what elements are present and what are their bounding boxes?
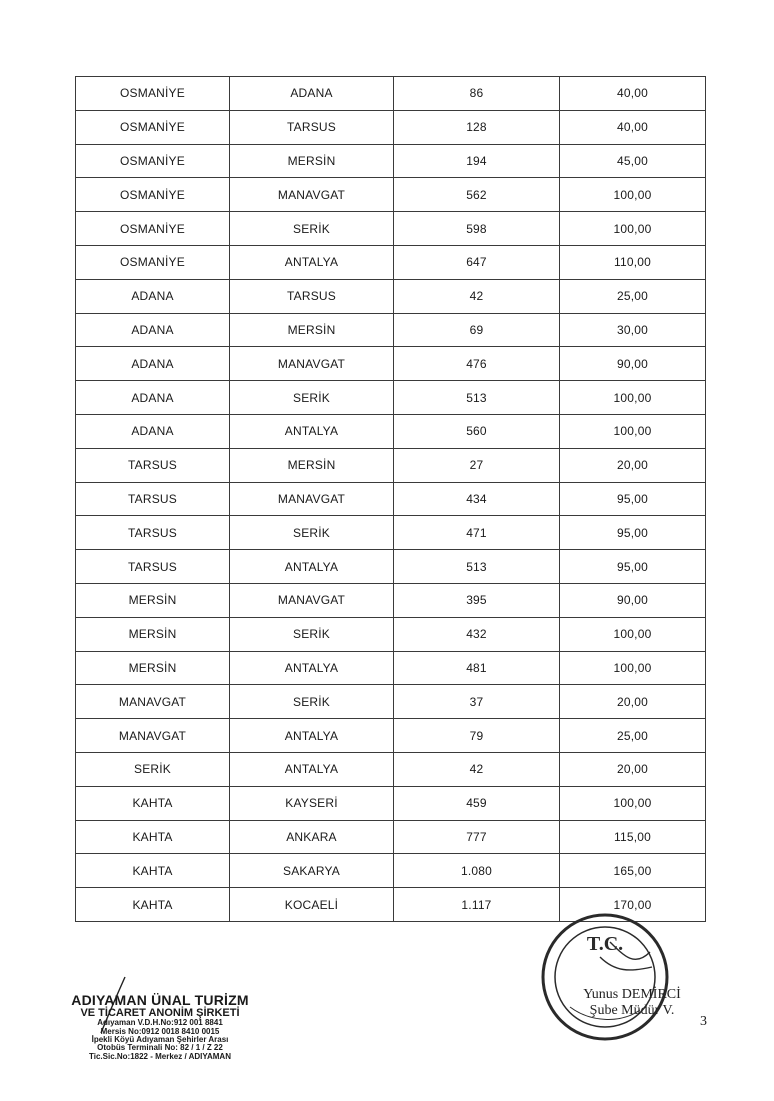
table-row	[76, 245, 706, 279]
table-row	[76, 178, 706, 212]
fare-cell: 25,00	[560, 719, 706, 753]
table-row	[76, 685, 706, 719]
table-row	[76, 550, 706, 584]
table-row	[76, 414, 706, 448]
to-city-cell: KAYSERİ	[230, 786, 394, 820]
to-city-cell: KOCAELİ	[230, 888, 394, 922]
to-city-cell: ANTALYA	[230, 719, 394, 753]
fare-cell: 90,00	[560, 583, 706, 617]
company-line: İpekli Köyü Adıyaman Şehirler Arası	[91, 1035, 229, 1045]
fare-cell: 165,00	[560, 854, 706, 888]
from-city-cell: KAHTA	[76, 854, 230, 888]
to-city-cell: SERİK	[230, 212, 394, 246]
distance-cell: 194	[394, 144, 560, 178]
distance-cell: 471	[394, 516, 560, 550]
fare-cell: 170,00	[560, 888, 706, 922]
to-city-cell: ANTALYA	[230, 752, 394, 786]
to-city-cell: ADANA	[230, 77, 394, 111]
table-row	[76, 820, 706, 854]
company-name: ADIYAMAN ÜNAL TURİZM	[71, 992, 249, 1008]
seal-text: T.C.	[586, 933, 624, 955]
fare-cell: 20,00	[560, 685, 706, 719]
table-row	[76, 651, 706, 685]
distance-cell: 128	[394, 110, 560, 144]
to-city-cell: SERİK	[230, 685, 394, 719]
distance-cell: 69	[394, 313, 560, 347]
from-city-cell: OSMANİYE	[76, 212, 230, 246]
from-city-cell: OSMANİYE	[76, 178, 230, 212]
official-stamp-text	[572, 987, 692, 1019]
to-city-cell: MERSİN	[230, 144, 394, 178]
to-city-cell: MANAVGAT	[230, 583, 394, 617]
fare-cell: 95,00	[560, 550, 706, 584]
company-line: Mersis No:0912 0018 8410 0015	[100, 1026, 220, 1036]
to-city-cell: MANAVGAT	[230, 178, 394, 212]
to-city-cell: SERİK	[230, 516, 394, 550]
to-city-cell: MERSİN	[230, 448, 394, 482]
table-row	[76, 752, 706, 786]
fare-cell: 25,00	[560, 279, 706, 313]
from-city-cell: TARSUS	[76, 448, 230, 482]
fare-cell: 100,00	[560, 178, 706, 212]
to-city-cell: SAKARYA	[230, 854, 394, 888]
fare-cell: 20,00	[560, 448, 706, 482]
from-city-cell: TARSUS	[76, 516, 230, 550]
table-row	[76, 77, 706, 111]
fare-cell: 90,00	[560, 347, 706, 381]
table-row	[76, 617, 706, 651]
from-city-cell: MANAVGAT	[76, 685, 230, 719]
from-city-cell: MERSİN	[76, 583, 230, 617]
from-city-cell: OSMANİYE	[76, 110, 230, 144]
fare-cell: 40,00	[560, 110, 706, 144]
from-city-cell: ADANA	[76, 381, 230, 415]
table-row	[76, 381, 706, 415]
from-city-cell: OSMANİYE	[76, 77, 230, 111]
to-city-cell: ANTALYA	[230, 651, 394, 685]
distance-cell: 42	[394, 279, 560, 313]
company-line: Otobüs Terminali No: 82 / 1 / Z 22	[97, 1043, 223, 1053]
to-city-cell: MERSİN	[230, 313, 394, 347]
distance-cell: 481	[394, 651, 560, 685]
official-name: Yunus DEMİRCİ	[583, 987, 681, 1002]
table-row	[76, 144, 706, 178]
from-city-cell: TARSUS	[76, 482, 230, 516]
to-city-cell: TARSUS	[230, 279, 394, 313]
distance-cell: 560	[394, 414, 560, 448]
fare-cell: 100,00	[560, 381, 706, 415]
table-row	[76, 313, 706, 347]
table-row	[76, 854, 706, 888]
fare-cell: 20,00	[560, 752, 706, 786]
fare-cell: 40,00	[560, 77, 706, 111]
table-row	[76, 448, 706, 482]
to-city-cell: SERİK	[230, 381, 394, 415]
from-city-cell: OSMANİYE	[76, 245, 230, 279]
to-city-cell: ANKARA	[230, 820, 394, 854]
from-city-cell: MANAVGAT	[76, 719, 230, 753]
distance-cell: 42	[394, 752, 560, 786]
company-line: Tic.Sic.No:1822 - Merkez / ADIYAMAN	[89, 1051, 231, 1061]
distance-cell: 79	[394, 719, 560, 753]
distance-cell: 37	[394, 685, 560, 719]
to-city-cell: SERİK	[230, 617, 394, 651]
from-city-cell: TARSUS	[76, 550, 230, 584]
to-city-cell: MANAVGAT	[230, 482, 394, 516]
distance-cell: 647	[394, 245, 560, 279]
table-row	[76, 279, 706, 313]
table-row	[76, 516, 706, 550]
from-city-cell: MERSİN	[76, 617, 230, 651]
distance-cell: 513	[394, 381, 560, 415]
distance-cell: 86	[394, 77, 560, 111]
fare-cell: 95,00	[560, 482, 706, 516]
table-row	[76, 482, 706, 516]
fare-cell: 115,00	[560, 820, 706, 854]
distance-cell: 459	[394, 786, 560, 820]
distance-cell: 562	[394, 178, 560, 212]
company-subtitle: VE TİCARET ANONİM ŞİRKETİ	[80, 1006, 240, 1019]
fare-cell: 100,00	[560, 617, 706, 651]
fare-cell: 100,00	[560, 212, 706, 246]
distance-cell: 513	[394, 550, 560, 584]
to-city-cell: TARSUS	[230, 110, 394, 144]
official-title: Şube Müdür V.	[589, 1003, 675, 1019]
fare-cell: 100,00	[560, 414, 706, 448]
distance-cell: 432	[394, 617, 560, 651]
fare-table-wrapper	[75, 76, 705, 922]
table-row	[76, 347, 706, 381]
table-row	[76, 786, 706, 820]
table-row	[76, 583, 706, 617]
from-city-cell: KAHTA	[76, 786, 230, 820]
fare-cell: 100,00	[560, 651, 706, 685]
from-city-cell: SERİK	[76, 752, 230, 786]
company-stamp	[50, 993, 270, 1061]
from-city-cell: MERSİN	[76, 651, 230, 685]
from-city-cell: KAHTA	[76, 888, 230, 922]
distance-cell: 434	[394, 482, 560, 516]
to-city-cell: ANTALYA	[230, 414, 394, 448]
distance-cell: 27	[394, 448, 560, 482]
distance-cell: 1.117	[394, 888, 560, 922]
from-city-cell: KAHTA	[76, 820, 230, 854]
fare-cell: 95,00	[560, 516, 706, 550]
from-city-cell: ADANA	[76, 347, 230, 381]
distance-cell: 395	[394, 583, 560, 617]
company-line: Adıyaman V.D.H.No:912 001 8841	[97, 1018, 223, 1028]
table-row	[76, 212, 706, 246]
from-city-cell: ADANA	[76, 414, 230, 448]
fare-cell: 45,00	[560, 144, 706, 178]
from-city-cell: ADANA	[76, 279, 230, 313]
from-city-cell: OSMANİYE	[76, 144, 230, 178]
table-row	[76, 719, 706, 753]
page-number: 3	[700, 1014, 707, 1029]
table-row	[76, 110, 706, 144]
fare-table-body	[76, 77, 706, 922]
fare-table	[75, 76, 706, 922]
distance-cell: 1.080	[394, 854, 560, 888]
official-seal-icon	[540, 912, 670, 1042]
distance-cell: 476	[394, 347, 560, 381]
to-city-cell: MANAVGAT	[230, 347, 394, 381]
fare-cell: 100,00	[560, 786, 706, 820]
to-city-cell: ANTALYA	[230, 245, 394, 279]
distance-cell: 598	[394, 212, 560, 246]
distance-cell: 777	[394, 820, 560, 854]
to-city-cell: ANTALYA	[230, 550, 394, 584]
fare-cell: 110,00	[560, 245, 706, 279]
from-city-cell: ADANA	[76, 313, 230, 347]
fare-cell: 30,00	[560, 313, 706, 347]
